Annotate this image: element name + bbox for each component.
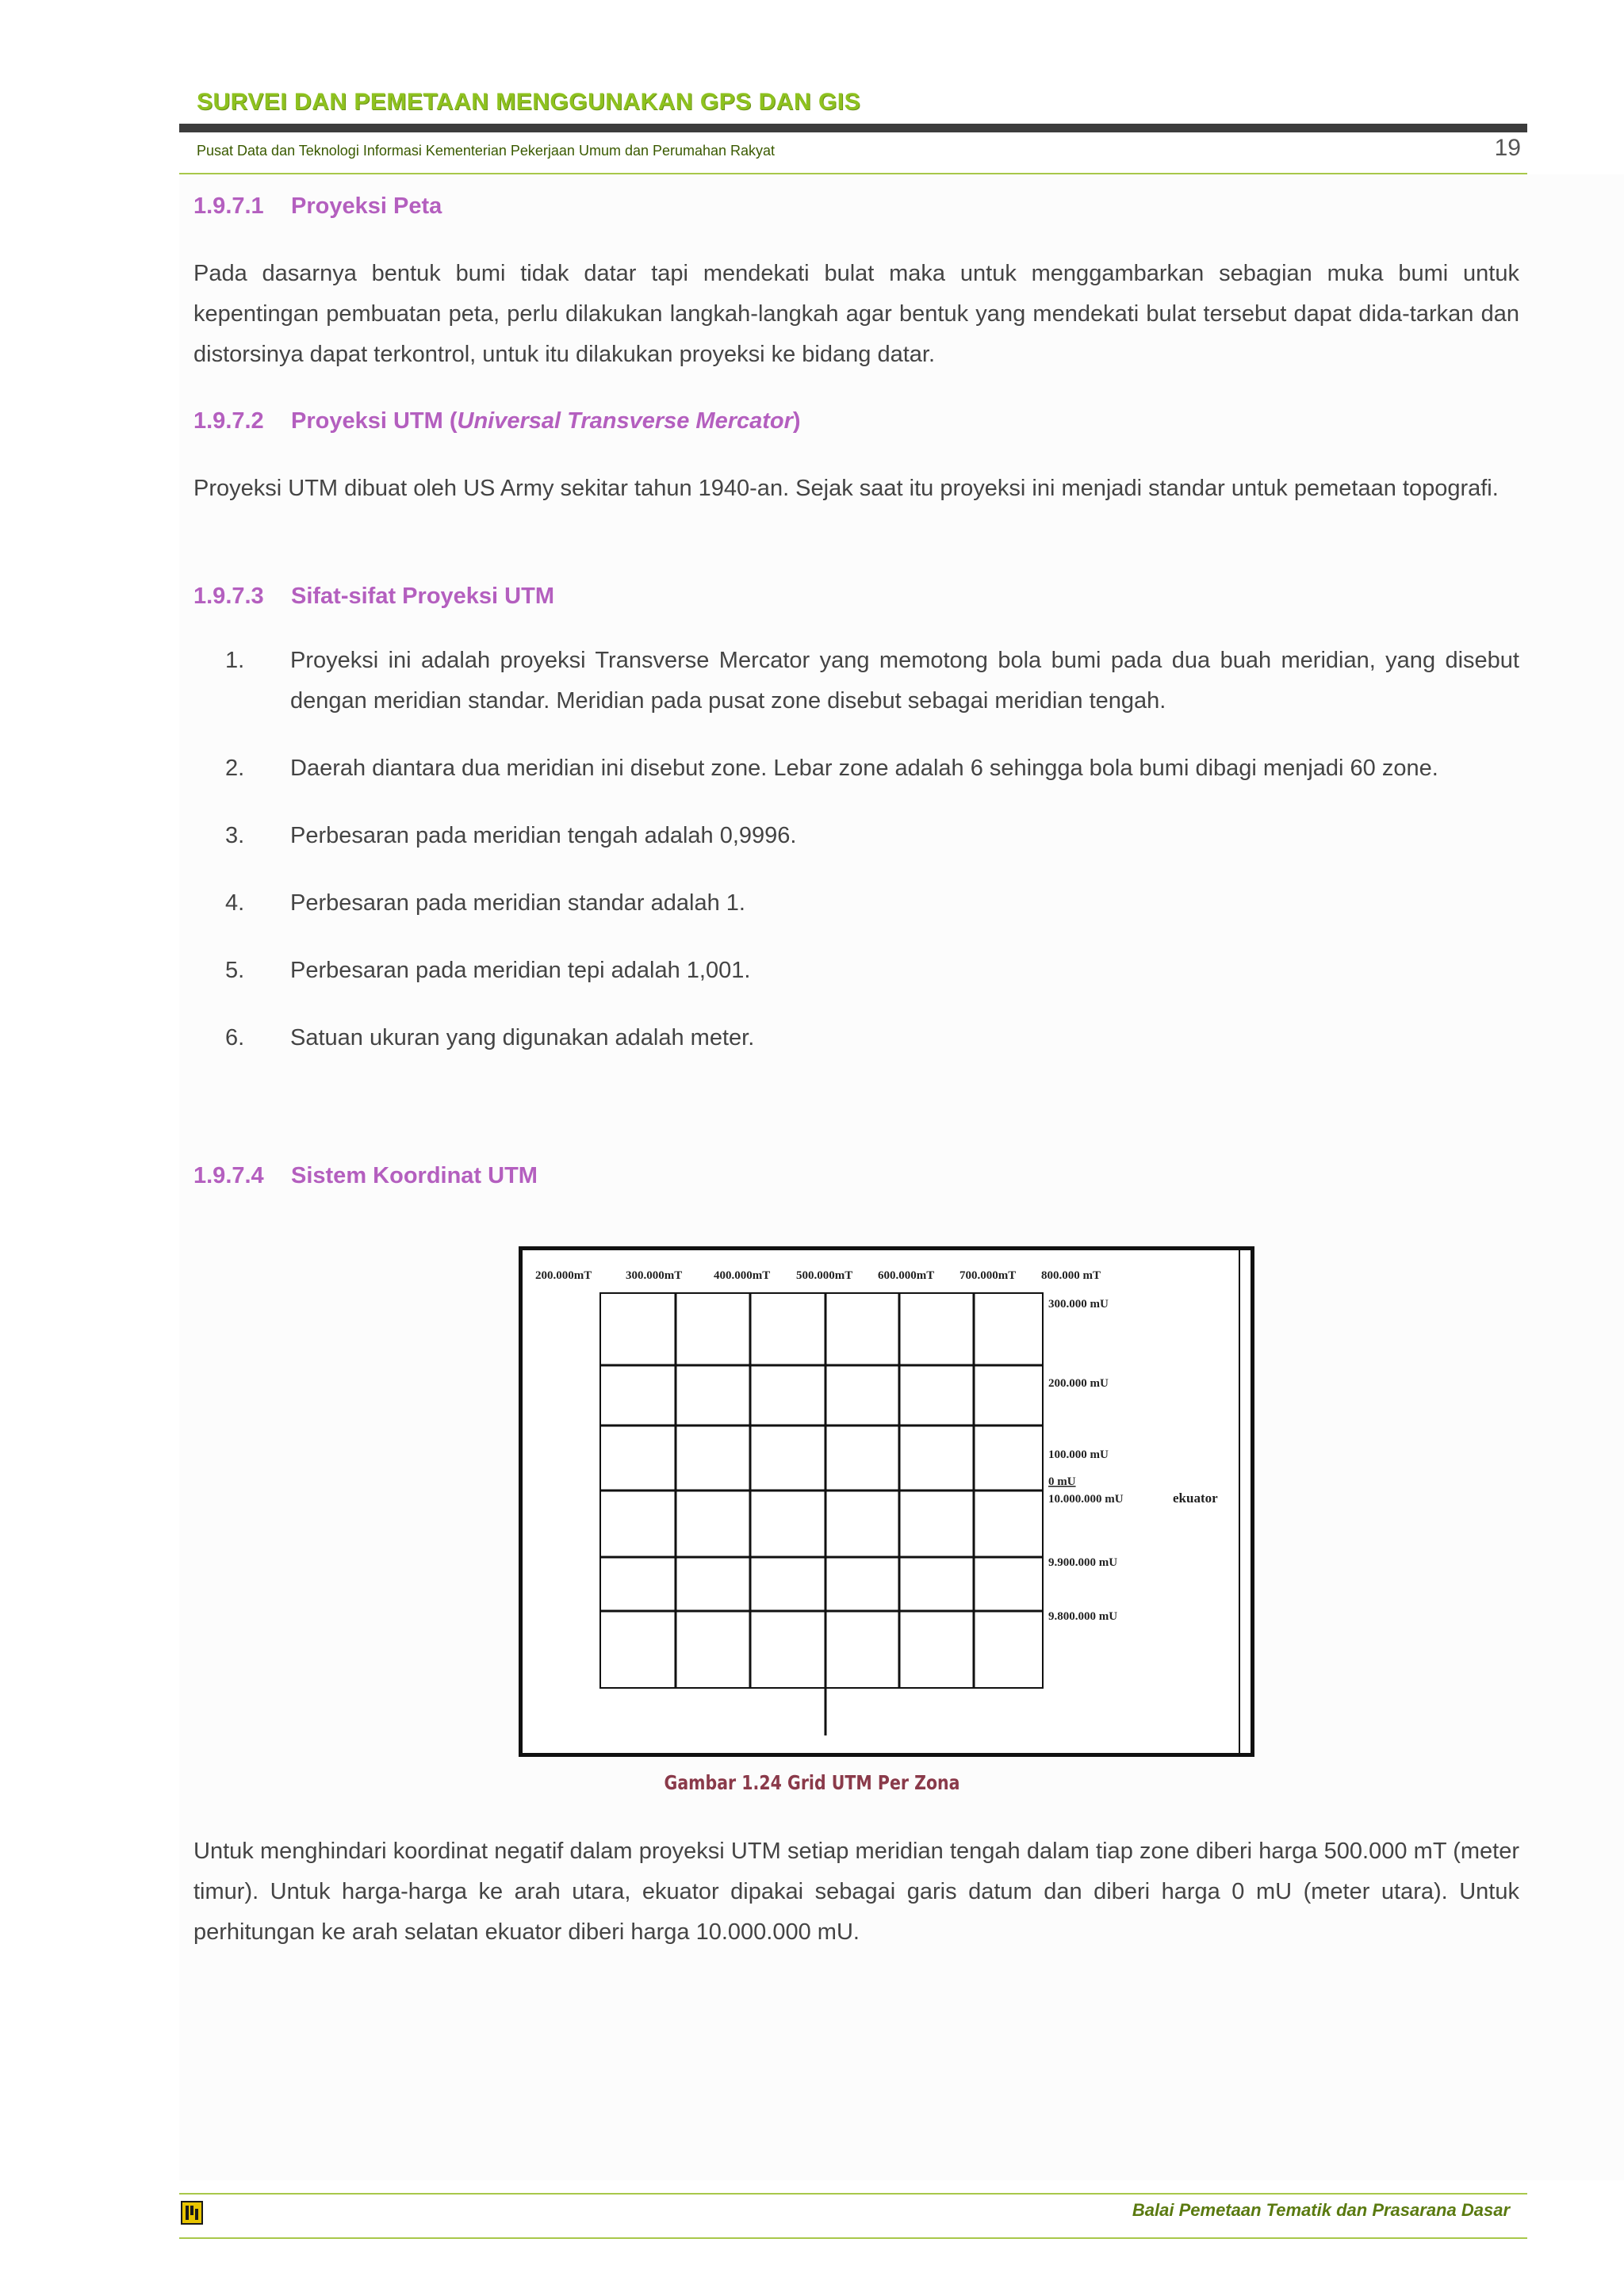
section-title: Sifat-sifat Proyeksi UTM bbox=[291, 584, 554, 609]
section-title-prefix: Proyeksi UTM ( bbox=[291, 408, 458, 434]
section-title: Sistem Koordinat UTM bbox=[291, 1163, 538, 1188]
northing-label: 9.800.000 mU bbox=[1048, 1610, 1118, 1623]
list-item bbox=[193, 883, 1519, 924]
footer-divider-top bbox=[179, 2193, 1527, 2195]
section-title-italic: Universal Transverse Mercator bbox=[457, 408, 793, 434]
northing-label: 200.000 mU bbox=[1048, 1377, 1109, 1390]
list-item-number: 4. bbox=[225, 890, 245, 916]
section-title-suffix: ) bbox=[792, 408, 801, 434]
northing-label: 9.900.000 mU bbox=[1048, 1556, 1118, 1569]
list-item-number: 5. bbox=[225, 958, 245, 983]
easting-label: 500.000mT bbox=[796, 1269, 853, 1282]
list-item bbox=[193, 1018, 1519, 1058]
list-item-text: Satuan ukuran yang digunakan adalah meter. bbox=[290, 1025, 755, 1050]
page-number: 19 bbox=[1494, 135, 1521, 161]
list-item bbox=[193, 748, 1519, 789]
list-item-number: 2. bbox=[225, 756, 245, 781]
utm-grid-figure bbox=[519, 1246, 1254, 1757]
easting-label: 700.000mT bbox=[959, 1269, 1017, 1282]
list-item bbox=[193, 951, 1519, 991]
section-number: 1.9.7.2 bbox=[193, 408, 264, 434]
northing-label: 100.000 mU bbox=[1048, 1448, 1109, 1461]
easting-label: 800.000 mT bbox=[1041, 1269, 1101, 1282]
northing-label: 0 mU bbox=[1048, 1475, 1076, 1488]
list-item-text: Perbesaran pada meridian standar adalah 1. bbox=[290, 890, 745, 916]
section-title: Proyeksi Peta bbox=[291, 193, 442, 219]
paragraph-sistem-koordinat: Untuk menghindari koordinat negatif dalam proyeksi UTM setiap meridian tengah dalam tiap zone diberi harga 500.000 mT (meter timur). Untuk harga-harga ke arah utara, ekuator dipakai sebagai garis datum dan diberi harga 0 mU (meter utara). Untuk perhitungan ke arah selatan ekuator diberi harga 10.000.000 mU. bbox=[193, 1839, 1519, 1945]
list-item-text: Perbesaran pada meridian tepi adalah 1,001. bbox=[290, 958, 751, 983]
section-heading-sistem-koordinat bbox=[193, 1163, 538, 1189]
footer-institution: Balai Pemetaan Tematik dan Prasarana Dasar bbox=[1132, 2200, 1510, 2220]
easting-label: 300.000mT bbox=[626, 1269, 683, 1282]
ministry-logo-icon bbox=[181, 2201, 203, 2225]
grid-lines bbox=[600, 1293, 1043, 1735]
list-item-number: 1. bbox=[225, 648, 245, 673]
northing-label: 300.000 mU bbox=[1048, 1298, 1109, 1311]
section-number: 1.9.7.1 bbox=[193, 193, 264, 219]
footer-divider-bottom bbox=[179, 2237, 1527, 2239]
section-heading-proyeksi-utm bbox=[193, 408, 801, 434]
easting-label: 600.000mT bbox=[878, 1269, 935, 1282]
section-heading-proyeksi-peta bbox=[193, 193, 442, 220]
section-heading-sifat-sifat bbox=[193, 584, 554, 610]
figure-caption: Gambar 1.24 Grid UTM Per Zona bbox=[664, 1771, 960, 1794]
list-item-number: 3. bbox=[225, 823, 245, 848]
list-item-text: Proyeksi ini adalah proyeksi Transverse Mercator yang memotong bola bumi pada dua buah meridian, yang disebut dengan meridian standar. Meridian pada pusat zone disebut sebagai meridian tengah. bbox=[290, 648, 1519, 714]
document-title: SURVEI DAN PEMETAAN MENGGUNAKAN GPS DAN GIS bbox=[197, 89, 861, 115]
utm-grid-diagram bbox=[523, 1250, 1251, 1753]
list-item-number: 6. bbox=[225, 1025, 245, 1050]
section-number: 1.9.7.4 bbox=[193, 1163, 264, 1188]
section-number: 1.9.7.3 bbox=[193, 584, 264, 609]
easting-label: 400.000mT bbox=[714, 1269, 771, 1282]
list-item-text: Perbesaran pada meridian tengah adalah 0,9996. bbox=[290, 823, 797, 848]
header-divider bbox=[179, 173, 1527, 174]
list-item-text: Daerah diantara dua meridian ini disebut zone. Lebar zone adalah 6 sehingga bola bumi dibagi menjadi 60 zone. bbox=[290, 756, 1438, 781]
easting-label: 200.000mT bbox=[535, 1269, 592, 1282]
list-item bbox=[193, 816, 1519, 856]
northing-label: 10.000.000 mU bbox=[1048, 1493, 1124, 1506]
paragraph-proyeksi-utm: Proyeksi UTM dibuat oleh US Army sekitar tahun 1940-an. Sejak saat itu proyeksi ini menjadi standar untuk pemetaan topografi. bbox=[193, 476, 1499, 501]
header-subtitle: Pusat Data dan Teknologi Informasi Kementerian Pekerjaan Umum dan Perumahan Rakyat bbox=[197, 143, 776, 159]
header-bar bbox=[179, 124, 1527, 132]
list-item bbox=[193, 641, 1519, 721]
paragraph-proyeksi-peta: Pada dasarnya bentuk bumi tidak datar tapi mendekati bulat maka untuk menggambarkan sebagian muka bumi untuk kepentingan pembuatan peta, perlu dilakukan langkah-langkah agar bentuk yang mendekati bulat tersebut dapat dida-tarkan dan distorsinya dapat terkontrol, untuk itu dilakukan proyeksi ke bidang datar. bbox=[193, 261, 1519, 367]
equator-label: ekuator bbox=[1173, 1490, 1218, 1506]
